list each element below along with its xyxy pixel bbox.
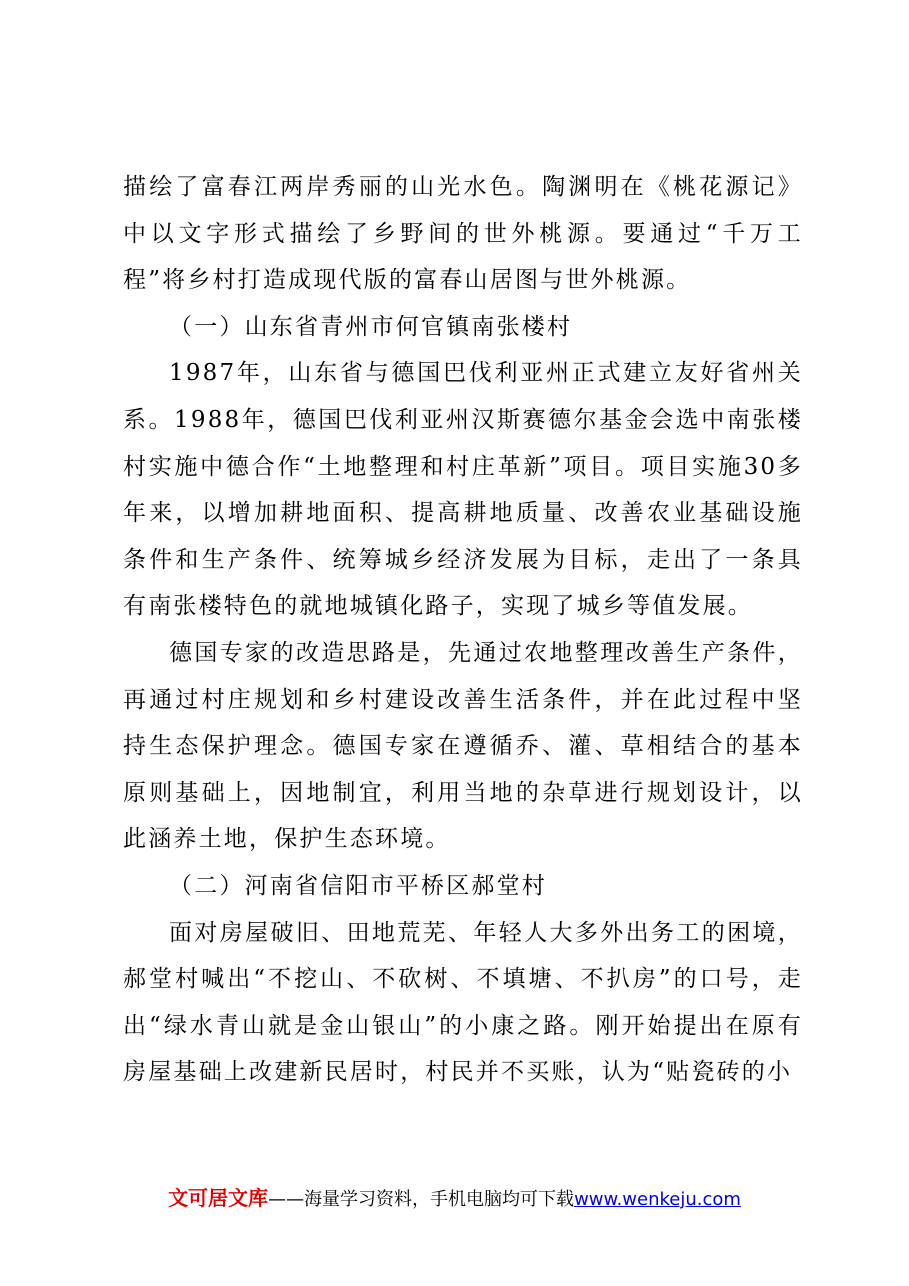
section-heading-1: （一）山东省青州市何官镇南张楼村 [169, 313, 573, 340]
footer-url-link[interactable]: www.wenkeju.com [574, 1189, 741, 1210]
document-body [123, 164, 803, 1096]
footer-brand: 文可居文库 [168, 1186, 269, 1210]
paragraph-haotang: 面对房屋破旧、田地荒芜、年轻人大多外出务工的困境，郝堂村喊出“不挖山、不砍树、不填塘、不扒房”的口号，走出“绿水青山就是金山银山”的小康之路。刚开始提出在原有房屋基础上改建新民居时，村民并不买账，认为“贴瓷砖的小 [123, 919, 803, 1086]
page-footer [0, 1182, 909, 1211]
paragraph-continuation: 描绘了富春江两岸秀丽的山光水色。陶渊明在《桃花源记》中以文字形式描绘了乡野间的世外桃源。要通过“千万工程”将乡村打造成现代版的富春山居图与世外桃源。 [123, 174, 803, 294]
paragraph-1987: 1987年，山东省与德国巴伐利亚州正式建立友好省州关系。1988年，德国巴伐利亚州汉斯赛德尔基金会选中南张楼村实施中德合作“土地整理和村庄革新”项目。项目实施30多年来，以增加耕地面积、提高耕地质量、改善农业基础设施条件和生产条件、统筹城乡经济发展为目标，走出了一条具有南张楼特色的就地城镇化路子，实现了城乡等值发展。 [123, 360, 803, 620]
paragraph-german-experts: 德国专家的改造思路是，先通过农地整理改善生产条件，再通过村庄规划和乡村建设改善生活条件，并在此过程中坚持生态保护理念。德国专家在遵循乔、灌、草相结合的基本原则基础上，因地制宜，利用当地的杂草进行规划设计，以此涵养土地，保护生态环境。 [123, 639, 803, 853]
section-heading-2: （二）河南省信阳市平桥区郝堂村 [169, 872, 547, 899]
footer-tagline: ——海量学习资料，手机电脑均可下载 [268, 1189, 575, 1210]
